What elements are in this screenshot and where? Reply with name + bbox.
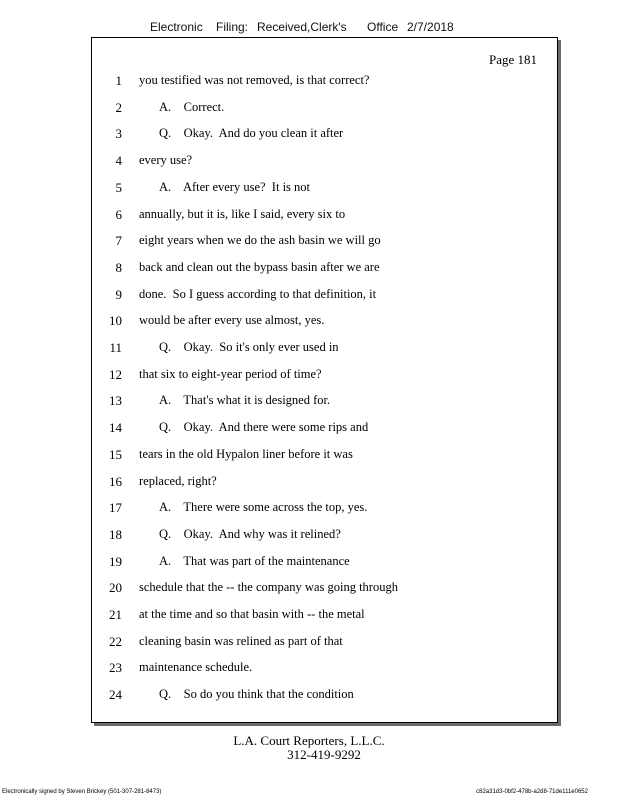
stamp-office: Office	[367, 20, 399, 34]
line-number: 17	[109, 500, 122, 516]
line-number: 14	[109, 420, 122, 436]
line-text: A. After every use? It is not	[159, 179, 311, 194]
line-number: 10	[109, 313, 122, 329]
line-number: 20	[109, 580, 122, 596]
line-number: 9	[115, 286, 122, 302]
line-number: 1	[115, 73, 122, 88]
transcript-line	[92, 313, 557, 333]
transcript-line	[92, 100, 557, 120]
signature-right: c82a31d3-0bf2-478b-a2d8-71de111e0652	[476, 789, 588, 795]
line-number: 7	[115, 233, 122, 249]
line-text: A. That was part of the maintenance	[159, 553, 350, 568]
line-text: Q. So do you think that the condition	[159, 687, 354, 702]
line-number: 5	[115, 179, 122, 195]
stamp-electronic: Electronic	[150, 20, 203, 34]
line-text: every use?	[139, 153, 193, 168]
transcript-line	[92, 233, 557, 253]
transcript-line	[92, 287, 557, 307]
line-text: eight years when we do the ash basin we will go	[139, 233, 381, 248]
footer-phone: 312-419-9292	[287, 747, 361, 762]
line-text: done. So I guess according to that definition, it	[139, 286, 377, 301]
transcript-line	[92, 207, 557, 227]
stamp-filing: Filing:	[216, 20, 249, 34]
line-text: Q. Okay. And do you clean it after	[159, 126, 344, 141]
transcript-line	[92, 153, 557, 173]
transcript-line	[92, 180, 557, 200]
transcript-line	[92, 660, 557, 680]
line-text: Q. Okay. And why was it relined?	[159, 526, 341, 541]
line-text: you testified was not removed, is that correct?	[139, 73, 370, 87]
line-number: 21	[109, 607, 122, 622]
line-text: maintenance schedule.	[139, 660, 253, 675]
line-text: cleaning basin was relined as part of that	[139, 633, 343, 648]
transcript-line	[92, 687, 557, 707]
line-text: back and clean out the bypass basin after we are	[139, 259, 380, 274]
transcript-line	[92, 367, 557, 387]
line-number: 19	[109, 553, 122, 569]
line-number: 3	[115, 126, 122, 142]
line-number: 16	[109, 473, 122, 489]
line-number: 18	[109, 526, 122, 542]
stamp-date: 2/7/2018	[407, 20, 454, 34]
line-number: 11	[109, 340, 122, 355]
transcript-line	[92, 447, 557, 467]
line-text: replaced, right?	[139, 473, 217, 488]
line-text: Q. Okay. So it's only ever used in	[159, 340, 339, 354]
transcript-line	[92, 340, 557, 360]
line-text: that six to eight-year period of time?	[139, 366, 322, 381]
stamp-received: Received,Clerk's	[257, 20, 347, 34]
line-text: would be after every use almost, yes.	[139, 313, 325, 328]
transcript-line	[92, 393, 557, 413]
transcript-line	[92, 527, 557, 547]
line-number: 22	[109, 633, 122, 649]
line-text: A. Correct.	[159, 99, 225, 114]
transcript-line	[92, 634, 557, 654]
line-text: schedule that the -- the company was going through	[139, 580, 398, 595]
line-number: 12	[109, 366, 122, 382]
line-number: 2	[115, 99, 122, 115]
transcript-line	[92, 580, 557, 600]
line-text: tears in the old Hypalon liner before it was	[139, 446, 353, 461]
page-number: Page 181	[488, 52, 537, 67]
line-number: 23	[109, 660, 122, 676]
signature-left: Electronically signed by Steven Brickey (501-307-281-8473)	[2, 789, 162, 795]
line-text: Q. Okay. And there were some rips and	[159, 420, 369, 435]
line-number: 24	[109, 687, 122, 703]
line-number: 13	[109, 393, 122, 409]
transcript-line	[92, 126, 557, 146]
line-text: A. There were some across the top, yes.	[159, 500, 368, 515]
line-text: annually, but it is, like I said, every six to	[139, 206, 346, 221]
line-text: at the time and so that basin with -- the metal	[139, 607, 365, 621]
transcript-line	[92, 260, 557, 280]
line-number: 15	[109, 446, 122, 462]
transcript-line	[92, 73, 557, 93]
filing-stamp	[0, 20, 618, 36]
line-text: A. That's what it is designed for.	[159, 393, 331, 408]
transcript-line	[92, 474, 557, 494]
transcript-line	[92, 420, 557, 440]
line-number: 6	[115, 206, 122, 222]
footer-company: L.A. Court Reporters, L.L.C.	[233, 733, 385, 748]
line-number: 8	[115, 259, 122, 275]
transcript-line	[92, 607, 557, 627]
transcript-line	[92, 554, 557, 574]
transcript-page	[91, 37, 558, 723]
transcript-line	[92, 500, 557, 520]
line-number: 4	[115, 153, 122, 169]
